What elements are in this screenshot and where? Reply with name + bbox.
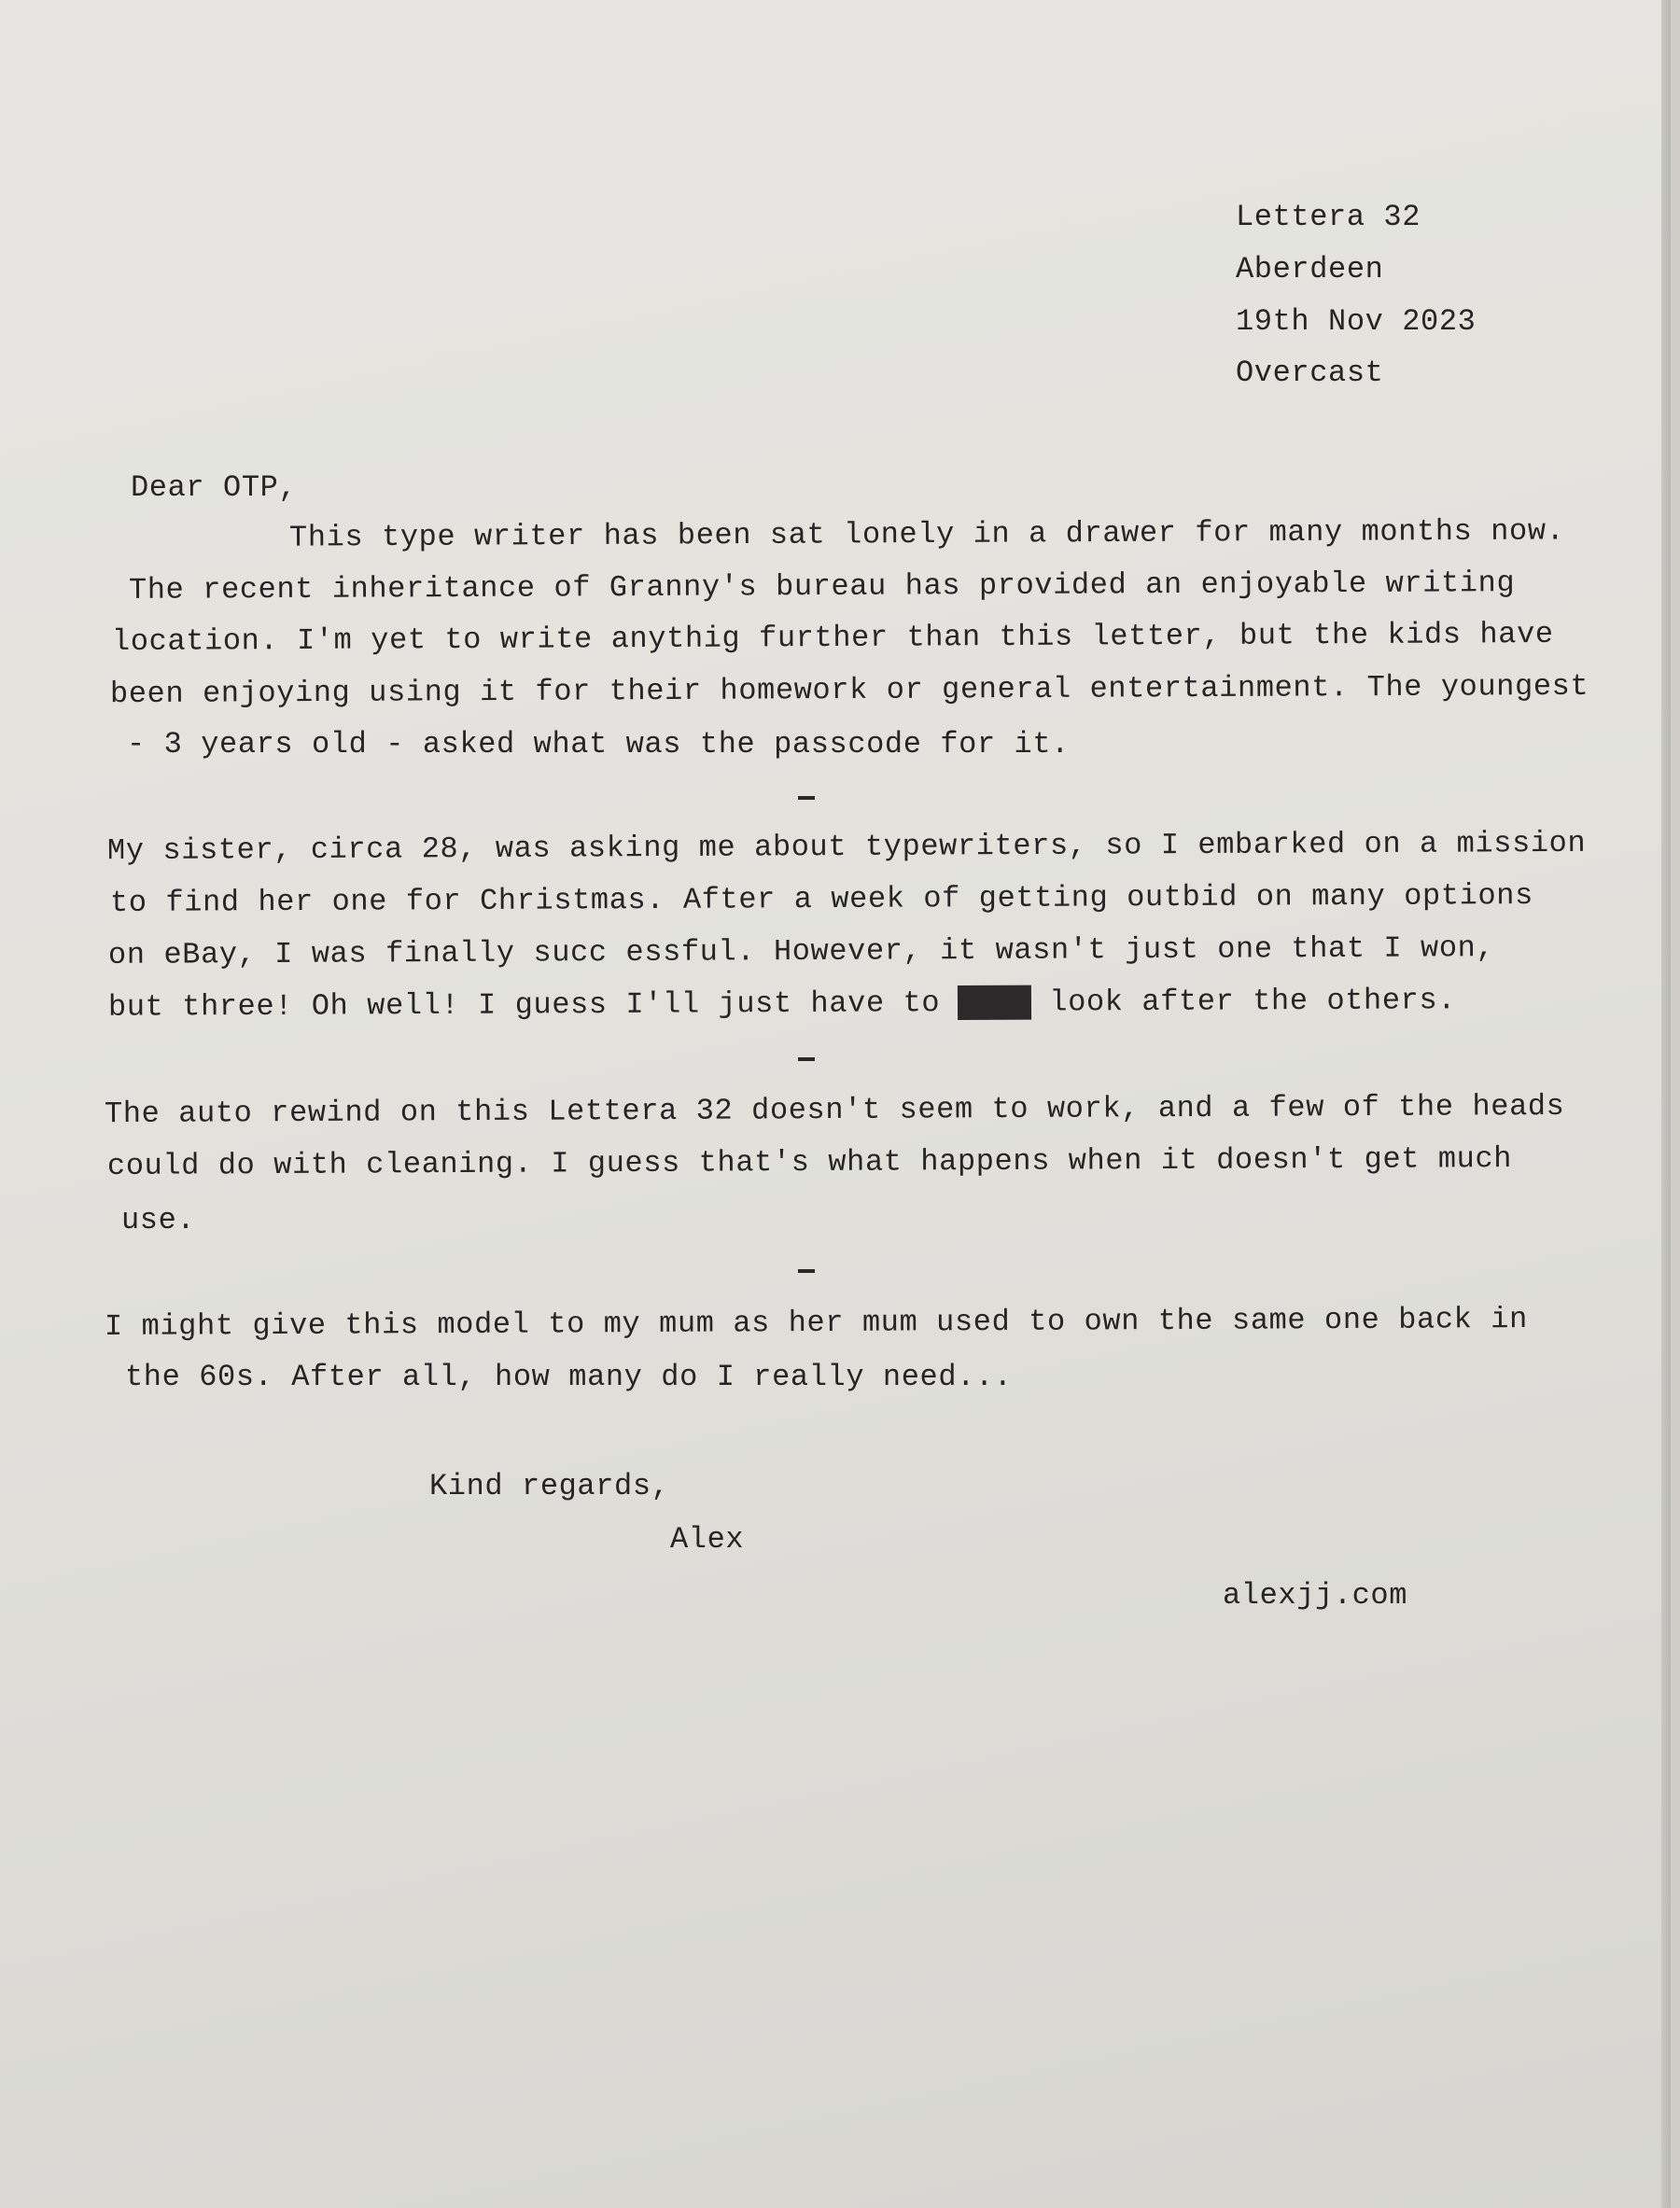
- para1-line: The recent inheritance of Granny's bureau has provided an enjoyable writing: [128, 566, 1516, 608]
- section-divider: [798, 1269, 815, 1273]
- section-divider: [798, 796, 815, 800]
- para2-line: on eBay, I was finally succ essful. However, it wasn't just one that I won,: [107, 930, 1495, 972]
- para2-line-end: look after the others.: [1049, 983, 1457, 1020]
- para1-line: location. I'm yet to write anythig further than this letter, but the kids have: [111, 616, 1554, 660]
- signature: Alex: [670, 1522, 745, 1557]
- header-place: Aberdeen: [1236, 252, 1384, 286]
- para1-line: been enjoying using it for their homework or general entertainment. The youngest: [109, 668, 1589, 712]
- section-divider: [798, 1057, 815, 1061]
- para1-line: This type writer has been sat lonely in a drawer for many months now.: [288, 513, 1565, 555]
- para2-last-line: [108, 974, 1456, 1034]
- para4-line: the 60s. After all, how many do I really need...: [125, 1360, 1013, 1394]
- para4-line: I might give this model to my mum as her mum used to own the same one back in: [104, 1302, 1528, 1344]
- para3-line: The auto rewind on this Lettera 32 doesn't seem to work, and a few of the heads: [104, 1088, 1565, 1132]
- para2-line: My sister, circa 28, was asking me about typewriters, so I embarked on a mission: [106, 825, 1587, 869]
- header-machine: Lettera 32: [1236, 200, 1421, 234]
- para2-line-start: but three! Oh well! I guess I'll just have to: [107, 985, 941, 1025]
- paper-edge-shadow: [1661, 0, 1671, 2208]
- para2-line: to find her one for Christmas. After a week of getting outbid on many options: [109, 878, 1533, 920]
- website: alexjj.com: [1223, 1578, 1408, 1613]
- para3-line: use.: [121, 1203, 196, 1237]
- closing: Kind regards,: [429, 1469, 670, 1503]
- para1-line: - 3 years old - asked what was the passcode for it.: [127, 727, 1070, 762]
- header-date: 19th Nov 2023: [1236, 304, 1477, 339]
- header-weather: Overcast: [1236, 356, 1384, 390]
- para3-line: could do with cleaning. I guess that's what happens when it doesn't get much: [106, 1141, 1513, 1183]
- salutation: Dear OTP,: [131, 470, 298, 505]
- struck-out-word: have: [958, 985, 1032, 1021]
